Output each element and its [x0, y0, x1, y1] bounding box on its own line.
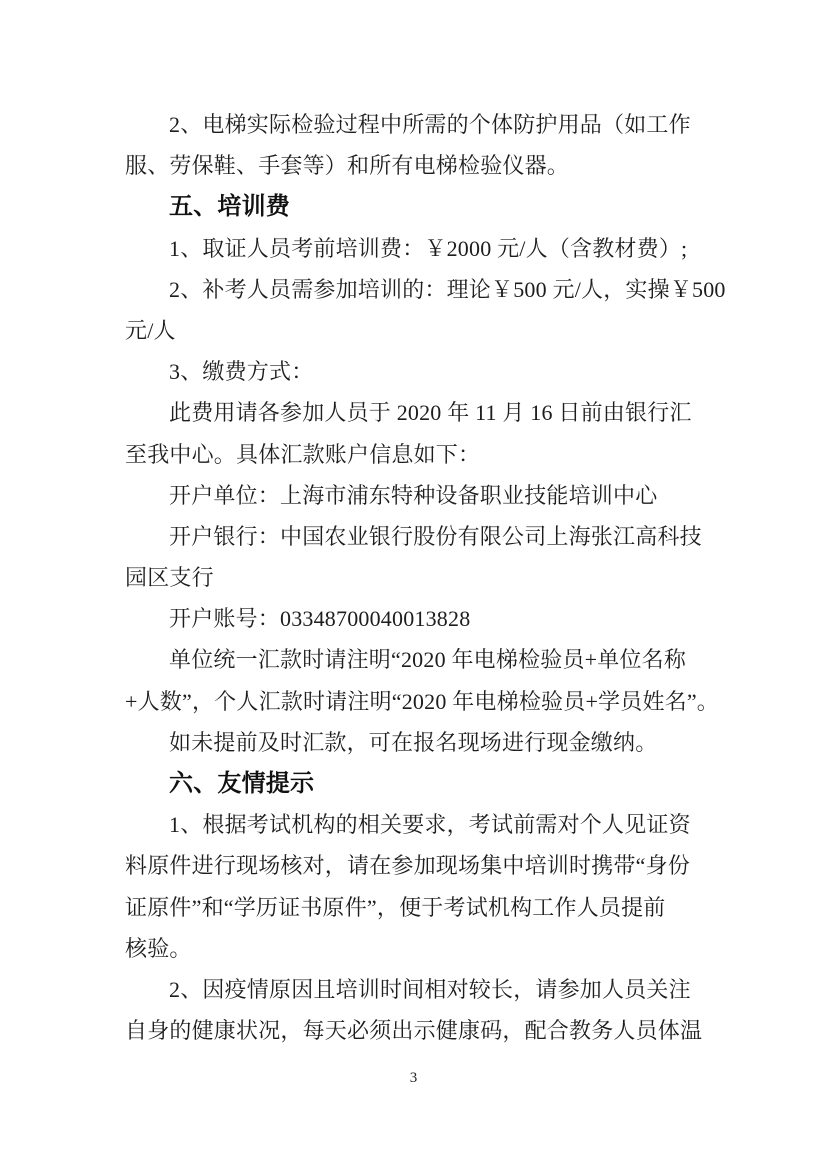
reminder-1-line-1: 1、根据考试机构的相关要求，考试前需对个人见证资	[169, 812, 691, 838]
payment-method-line: 3、缴费方式：	[169, 359, 314, 385]
remittance-note-line-1: 单位统一汇款时请注明“2020 年电梯检验员+单位名称	[169, 647, 687, 673]
document-content	[125, 104, 726, 1051]
reminder-1-line-3: 证原件”和“学历证书原件”，便于考试机构工作人员提前	[125, 894, 666, 920]
reminder-1-line-4: 核验。	[125, 935, 192, 961]
account-number-line: 开户账号：03348700040013828	[169, 606, 471, 632]
reminder-2-line-2: 自身的健康状况，每天必须出示健康码，配合教务人员体温	[125, 1018, 703, 1044]
equipment-para-line-2: 服、劳保鞋、手套等）和所有电梯检验仪器。	[125, 153, 570, 179]
account-name-line: 开户单位：上海市浦东特种设备职业技能培训中心	[169, 482, 658, 508]
bank-name-line-2: 园区支行	[125, 565, 214, 591]
reminder-2-line-1: 2、因疫情原因且培训时间相对较长，请参加人员关注	[169, 976, 691, 1002]
fee-certification-line: 1、取证人员考前培训费：￥2000 元/人（含教材费）;	[169, 235, 688, 261]
fee-retake-line-2: 元/人	[125, 317, 176, 343]
heading-friendly-reminder: 六、友情提示	[169, 770, 315, 797]
remittance-note-line-2: +人数”，个人汇款时请注明“2020 年电梯检验员+学员姓名”。	[125, 688, 720, 714]
payment-deadline-line-1: 此费用请各参加人员于 2020 年 11 月 16 日前由银行汇	[169, 400, 692, 426]
cash-payment-line: 如未提前及时汇款，可在报名现场进行现金缴纳。	[169, 729, 658, 755]
reminder-1-line-2: 料原件进行现场核对，请在参加现场集中培训时携带“身份	[125, 853, 690, 879]
heading-training-fee: 五、培训费	[169, 193, 290, 221]
payment-deadline-line-2: 至我中心。具体汇款账户信息如下：	[125, 441, 481, 467]
page-number: 3	[409, 1070, 418, 1086]
bank-name-line-1: 开户银行：中国农业银行股份有限公司上海张江高科技	[169, 523, 702, 549]
equipment-para-line-1: 2、电梯实际检验过程中所需的个体防护用品（如工作	[169, 112, 691, 137]
fee-retake-line-1: 2、补考人员需参加培训的：理论￥500 元/人，实操￥500	[169, 276, 726, 302]
